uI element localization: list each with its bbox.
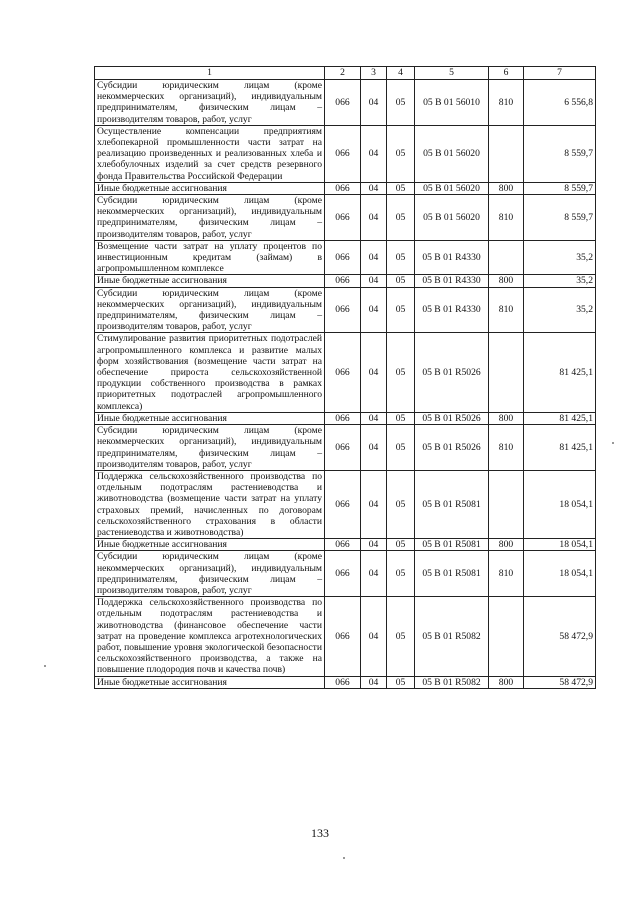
table-row — [95, 125, 596, 182]
cell-subsection: 05 — [387, 195, 415, 241]
cell-section: 04 — [361, 287, 387, 333]
cell-target-article: 05 В 01 56020 — [415, 182, 489, 194]
cell-expense-type: 800 — [489, 182, 524, 194]
cell-name: Осуществление компенсации предприятиям хлебопекарной промышленности части затрат на реализацию произведенных и реализованных хлеба и хлебобулочных изделий за счет средств резервного фонда Правительства Российской Федерации — [95, 125, 325, 182]
cell-chapter: 066 — [325, 333, 361, 412]
cell-expense-type: 800 — [489, 412, 524, 424]
cell-subsection: 05 — [387, 412, 415, 424]
cell-amount: 8 559,7 — [524, 182, 596, 194]
cell-amount: 81 425,1 — [524, 425, 596, 471]
cell-subsection: 05 — [387, 597, 415, 676]
cell-subsection: 05 — [387, 275, 415, 287]
cell-expense-type: 810 — [489, 80, 524, 126]
cell-target-article: 05 В 01 R5026 — [415, 412, 489, 424]
table-row — [95, 470, 596, 538]
cell-subsection: 05 — [387, 287, 415, 333]
cell-chapter: 066 — [325, 539, 361, 551]
cell-target-article: 05 В 01 R5082 — [415, 597, 489, 676]
cell-section: 04 — [361, 539, 387, 551]
cell-subsection: 05 — [387, 425, 415, 471]
cell-target-article: 05 В 01 R5081 — [415, 539, 489, 551]
cell-section: 04 — [361, 80, 387, 126]
table-row — [95, 539, 596, 551]
cell-subsection: 05 — [387, 539, 415, 551]
table-body — [95, 80, 596, 689]
cell-target-article: 05 В 01 R5081 — [415, 470, 489, 538]
cell-name: Субсидии юридическим лицам (кроме некоммерческих организаций), индивидуальным предпринимателям, физическим лицам – производителям товаров, работ, услуг — [95, 80, 325, 126]
page-number: 133 — [311, 826, 329, 840]
cell-subsection: 05 — [387, 240, 415, 275]
table-row — [95, 80, 596, 126]
cell-expense-type — [489, 333, 524, 412]
cell-chapter: 066 — [325, 676, 361, 688]
cell-expense-type: 800 — [489, 676, 524, 688]
cell-expense-type: 810 — [489, 551, 524, 597]
cell-name: Иные бюджетные ассигнования — [95, 275, 325, 287]
cell-target-article: 05 В 01 56010 — [415, 80, 489, 126]
table-row — [95, 412, 596, 424]
table-row — [95, 551, 596, 597]
header-col-3: 3 — [361, 67, 387, 80]
table-row — [95, 182, 596, 194]
cell-section: 04 — [361, 240, 387, 275]
cell-expense-type: 810 — [489, 195, 524, 241]
cell-expense-type — [489, 240, 524, 275]
cell-target-article: 05 В 01 R5081 — [415, 551, 489, 597]
table-row — [95, 676, 596, 688]
cell-chapter: 066 — [325, 240, 361, 275]
header-col-1: 1 — [95, 67, 325, 80]
cell-section: 04 — [361, 551, 387, 597]
cell-name: Субсидии юридическим лицам (кроме некоммерческих организаций), индивидуальным предпринимателям, физическим лицам – производителям товаров, работ, услуг — [95, 425, 325, 471]
cell-section: 04 — [361, 676, 387, 688]
cell-name: Иные бюджетные ассигнования — [95, 412, 325, 424]
cell-target-article: 05 В 01 R5026 — [415, 333, 489, 412]
cell-section: 04 — [361, 425, 387, 471]
cell-chapter: 066 — [325, 412, 361, 424]
cell-name: Стимулирование развития приоритетных подотраслей агропромышленного комплекса и развитие малых форм хозяйствования (возмещение части затрат на обеспечение прироста сельскохозяйственной продукции собственного производства в рамках приоритетных подотраслей агропромышленного комплекса) — [95, 333, 325, 412]
cell-section: 04 — [361, 195, 387, 241]
scan-speck — [44, 665, 46, 667]
cell-expense-type: 810 — [489, 287, 524, 333]
cell-amount: 8 559,7 — [524, 195, 596, 241]
cell-section: 04 — [361, 597, 387, 676]
cell-amount: 18 054,1 — [524, 470, 596, 538]
header-col-6: 6 — [489, 67, 524, 80]
cell-subsection: 05 — [387, 333, 415, 412]
cell-chapter: 066 — [325, 425, 361, 471]
header-row — [95, 67, 596, 80]
cell-amount: 35,2 — [524, 275, 596, 287]
cell-name: Иные бюджетные ассигнования — [95, 182, 325, 194]
cell-chapter: 066 — [325, 195, 361, 241]
cell-name: Поддержка сельскохозяйственного производства по отдельным подотраслям растениеводства и животноводства (финансовое обеспечение части затрат на проведение комплекса агротехнологических работ, повышение уровня экологической безопасности сельскохозяйственного производства, а также на повышение плодородия почв и качества почв) — [95, 597, 325, 676]
cell-chapter: 066 — [325, 182, 361, 194]
cell-chapter: 066 — [325, 470, 361, 538]
cell-name: Субсидии юридическим лицам (кроме некоммерческих организаций), индивидуальным предпринимателям, физическим лицам – производителям товаров, работ, услуг — [95, 551, 325, 597]
cell-name: Иные бюджетные ассигнования — [95, 676, 325, 688]
table-row — [95, 275, 596, 287]
cell-expense-type: 800 — [489, 275, 524, 287]
cell-section: 04 — [361, 333, 387, 412]
cell-chapter: 066 — [325, 551, 361, 597]
cell-target-article: 05 В 01 56020 — [415, 125, 489, 182]
table-row — [95, 333, 596, 412]
cell-section: 04 — [361, 182, 387, 194]
cell-amount: 35,2 — [524, 287, 596, 333]
header-col-4: 4 — [387, 67, 415, 80]
cell-name: Возмещение части затрат на уплату процентов по инвестиционным кредитам (займам) в агропромышленном комплексе — [95, 240, 325, 275]
cell-expense-type: 810 — [489, 425, 524, 471]
cell-target-article: 05 В 01 R5082 — [415, 676, 489, 688]
cell-amount: 81 425,1 — [524, 412, 596, 424]
header-col-7: 7 — [524, 67, 596, 80]
cell-chapter: 066 — [325, 125, 361, 182]
cell-section: 04 — [361, 470, 387, 538]
cell-target-article: 05 В 01 R4330 — [415, 287, 489, 333]
cell-target-article: 05 В 01 R4330 — [415, 275, 489, 287]
cell-subsection: 05 — [387, 182, 415, 194]
cell-chapter: 066 — [325, 275, 361, 287]
cell-expense-type — [489, 470, 524, 538]
cell-subsection: 05 — [387, 551, 415, 597]
cell-name: Поддержка сельскохозяйственного производства по отдельным подотраслям растениеводства и животноводства (возмещение части затрат на уплату страховых премий, начисленных по договорам сельскохозяйственного страхования в области растениеводства и животноводства) — [95, 470, 325, 538]
cell-name: Субсидии юридическим лицам (кроме некоммерческих организаций), индивидуальным предпринимателям, физическим лицам – производителям товаров, работ, услуг — [95, 287, 325, 333]
table-row — [95, 287, 596, 333]
cell-section: 04 — [361, 275, 387, 287]
cell-amount: 58 472,9 — [524, 676, 596, 688]
cell-amount: 6 556,8 — [524, 80, 596, 126]
scan-speck — [343, 857, 345, 859]
table-row — [95, 195, 596, 241]
cell-subsection: 05 — [387, 125, 415, 182]
header-col-2: 2 — [325, 67, 361, 80]
cell-chapter: 066 — [325, 80, 361, 126]
cell-target-article: 05 В 01 R4330 — [415, 240, 489, 275]
cell-expense-type: 800 — [489, 539, 524, 551]
budget-table — [94, 66, 596, 689]
cell-amount: 8 559,7 — [524, 125, 596, 182]
cell-expense-type — [489, 125, 524, 182]
cell-expense-type — [489, 597, 524, 676]
cell-name: Субсидии юридическим лицам (кроме некоммерческих организаций), индивидуальным предпринимателям, физическим лицам – производителям товаров, работ, услуг — [95, 195, 325, 241]
cell-subsection: 05 — [387, 470, 415, 538]
cell-amount: 18 054,1 — [524, 551, 596, 597]
cell-target-article: 05 В 01 56020 — [415, 195, 489, 241]
cell-section: 04 — [361, 125, 387, 182]
header-col-5: 5 — [415, 67, 489, 80]
cell-chapter: 066 — [325, 597, 361, 676]
cell-amount: 35,2 — [524, 240, 596, 275]
table-row — [95, 240, 596, 275]
table-row — [95, 597, 596, 676]
cell-chapter: 066 — [325, 287, 361, 333]
table-row — [95, 425, 596, 471]
cell-section: 04 — [361, 412, 387, 424]
cell-target-article: 05 В 01 R5026 — [415, 425, 489, 471]
scan-speck — [612, 442, 614, 444]
cell-subsection: 05 — [387, 676, 415, 688]
cell-name: Иные бюджетные ассигнования — [95, 539, 325, 551]
cell-subsection: 05 — [387, 80, 415, 126]
cell-amount: 18 054,1 — [524, 539, 596, 551]
cell-amount: 81 425,1 — [524, 333, 596, 412]
cell-amount: 58 472,9 — [524, 597, 596, 676]
